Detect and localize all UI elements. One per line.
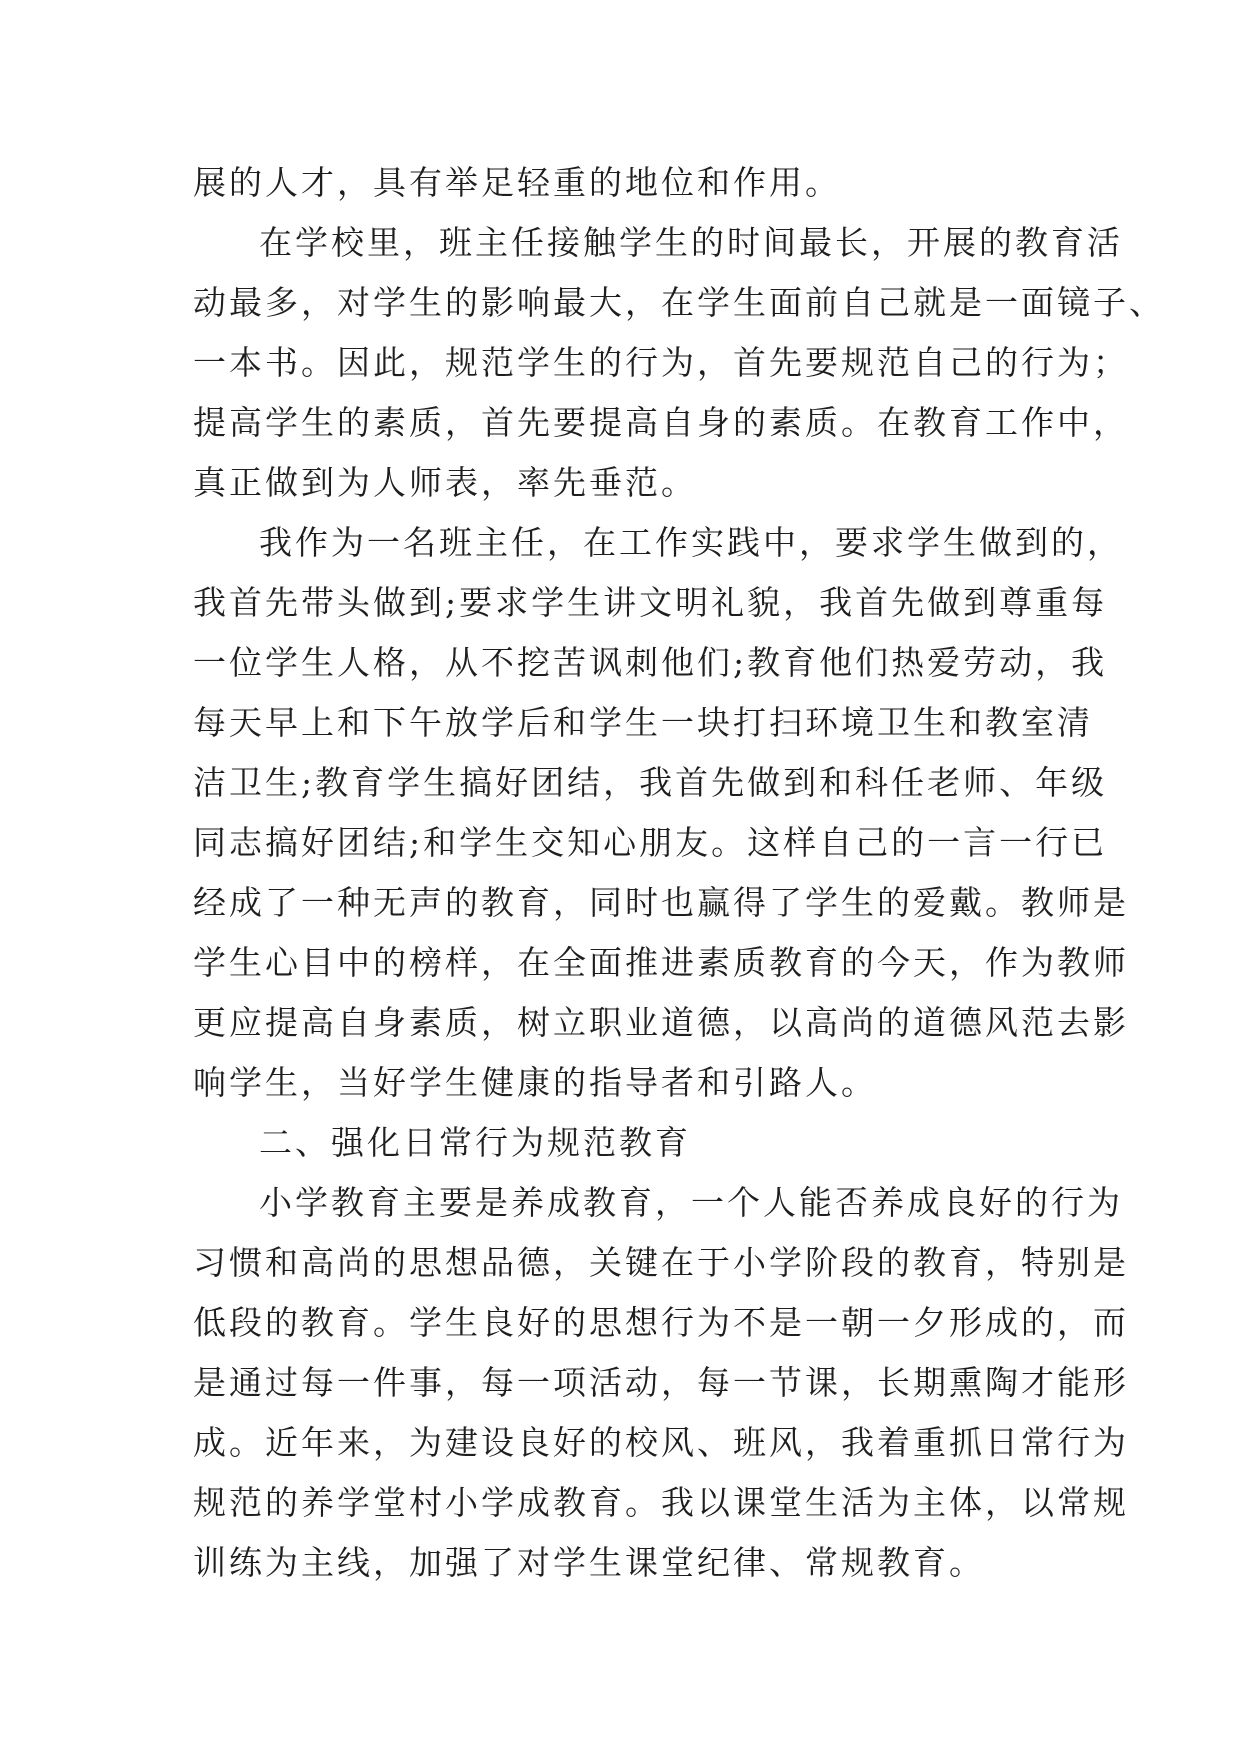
text-line: 一位学生人格，从不挖苦讽刺他们;教育他们热爱劳动，我	[193, 643, 1108, 682]
text-line: 洁卫生;教育学生搞好团结，我首先做到和科任老师、年级	[193, 763, 1108, 802]
text-line: 规范的养学堂村小学成教育。我以课堂生活为主体，以常规	[193, 1483, 1129, 1522]
text-line: 二、强化日常行为规范教育	[259, 1123, 691, 1162]
text-line: 每天早上和下午放学后和学生一块打扫环境卫生和教室清	[193, 703, 1093, 742]
text-line: 动最多，对学生的影响最大，在学生面前自己就是一面镜子、	[193, 283, 1165, 322]
text-line: 提高学生的素质，首先要提高自身的素质。在教育工作中，	[193, 403, 1129, 442]
text-line: 真正做到为人师表，率先垂范。	[193, 463, 697, 502]
text-line: 是通过每一件事，每一项活动，每一节课，长期熏陶才能形	[193, 1363, 1129, 1402]
text-line: 学生心目中的榜样，在全面推进素质教育的今天，作为教师	[193, 943, 1129, 982]
text-line: 更应提高自身素质，树立职业道德，以高尚的道德风范去影	[193, 1003, 1129, 1042]
text-line: 同志搞好团结;和学生交知心朋友。这样自己的一言一行已	[193, 823, 1108, 862]
text-line: 展的人才，具有举足轻重的地位和作用。	[193, 163, 841, 202]
text-line: 经成了一种无声的教育，同时也赢得了学生的爱戴。教师是	[193, 883, 1129, 922]
text-line: 响学生，当好学生健康的指导者和引路人。	[193, 1063, 877, 1102]
text-line: 在学校里，班主任接触学生的时间最长，开展的教育活	[259, 223, 1123, 262]
text-line: 低段的教育。学生良好的思想行为不是一朝一夕形成的，而	[193, 1303, 1129, 1342]
text-line: 习惯和高尚的思想品德，关键在于小学阶段的教育，特别是	[193, 1243, 1129, 1282]
text-line: 训练为主线，加强了对学生课堂纪律、常规教育。	[193, 1543, 985, 1582]
text-line: 我作为一名班主任，在工作实践中，要求学生做到的，	[259, 523, 1123, 562]
document-body	[193, 153, 1165, 1593]
text-line: 我首先带头做到;要求学生讲文明礼貌，我首先做到尊重每	[193, 583, 1108, 622]
text-line: 成。近年来，为建设良好的校风、班风，我着重抓日常行为	[193, 1423, 1129, 1462]
text-line: 一本书。因此，规范学生的行为，首先要规范自己的行为；	[193, 343, 1129, 382]
text-line: 小学教育主要是养成教育，一个人能否养成良好的行为	[259, 1183, 1123, 1222]
